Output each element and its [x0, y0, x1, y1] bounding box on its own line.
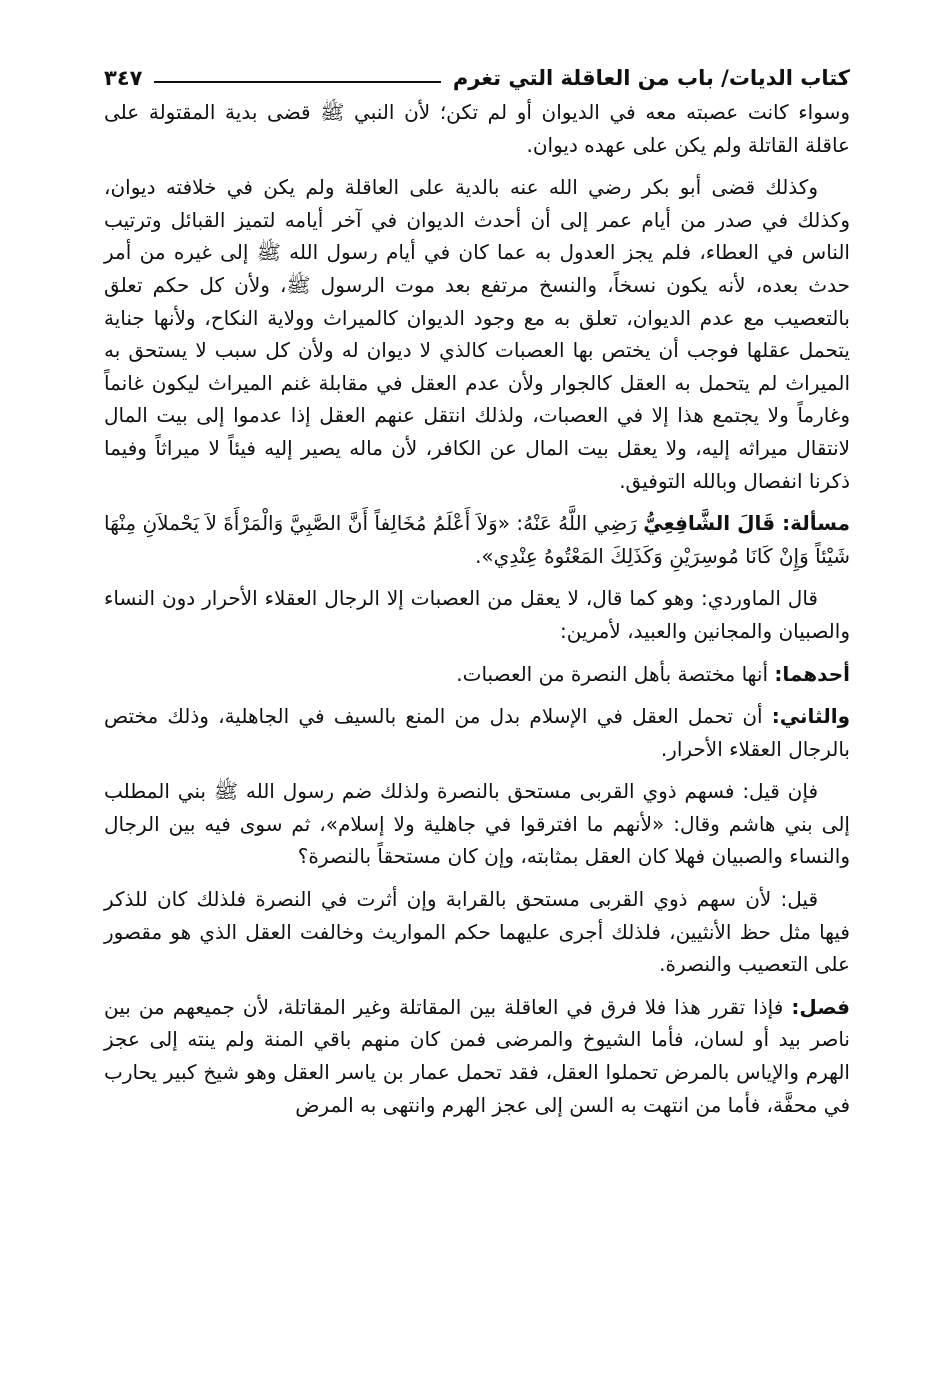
paragraph-text: قال الماوردي: وهو كما قال، لا يعقل من العصبات إلا الرجال العقلاء الأحرار دون النساء والصبيان والمجانين والعبيد، لأمرين: [104, 586, 850, 643]
paragraph-text: قيل: لأن سهم ذوي القربى مستحق بالقرابة وإن أثرت في النصرة فلذلك كان للذكر فيها مثل حظ الأنثيين، فلذلك أجرى عليهما حكم المواريث وخالفت العقل الذي هو مقصور على التعصيب والنصرة. [104, 887, 850, 977]
paragraph-lead: فصل: [791, 994, 850, 1019]
page-body [104, 96, 850, 1121]
paragraph [104, 171, 850, 497]
paragraph [104, 700, 850, 765]
paragraph-text: فإن قيل: فسهم ذوي القربى مستحق بالنصرة ولذلك ضم رسول الله ﷺ بني المطلب إلى بني هاشم وقال: «لأنهم ما افترقوا في جاهلية ولا إسلام»، ثم سوى فيه بين الرجال والنساء والصبيان فهلا كان العقل بمثابته، وإن كان مستحقاً بالنصرة؟ [104, 779, 850, 869]
paragraph-lead: مسألة: قَالَ الشَّافِعِيُّ [643, 511, 850, 536]
paragraph-text: أنها مختصة بأهل النصرة من العصبات. [456, 661, 769, 686]
chapter-title: كتاب الديات/ باب من العاقلة التي تغرم [452, 66, 850, 90]
quoted-text: رَضِي اللَّهُ عَنْهُ: «وَلاَ أَعْلَمُ مُخَالِفاً أَنَّ الصَّبِيَّ وَالْمَرْأَةَ لاَ يَحْملاَنِ مِنْهَا شَيْئاً وَإِنْ كَانَا مُوسِرَيْنِ وَكَذَلِكَ المَعْتُوهُ عِنْدِي». [104, 511, 850, 568]
paragraph [104, 582, 850, 647]
paragraph [104, 883, 850, 981]
paragraph-lead: أحدهما: [774, 661, 850, 686]
paragraph-text: أن تحمل العقل في الإسلام بدل من المنع بالسيف في الجاهلية، وذلك مختص بالرجال العقلاء الأحرار. [104, 704, 850, 761]
fasl-paragraph [104, 991, 850, 1121]
masala-paragraph [104, 507, 850, 572]
book-page [104, 62, 850, 1131]
paragraph-lead: والثاني: [771, 704, 850, 729]
paragraph [104, 775, 850, 873]
paragraph-text: وكذلك قضى أبو بكر رضي الله عنه بالدية على العاقلة ولم يكن في خلافته ديوان، وكذلك في صدر من أيام عمر إلى أن أحدث الديوان في آخر أيامه لتميز القبائل وترتيب الناس في العطاء، فلم يجز العدول به عما كان في أيام رسول الله ﷺ إلى غيره من أمر حدث بعده، لأنه يكون نسخاً، والنسخ مرتفع بعد موت الرسول ﷺ، ولأن كل حكم تعلق بالتعصيب مع عدم الديوان، تعلق به مع وجود الديوان كالميراث وولاية النكاح، ولأنها جناية يتحمل عقلها فوجب أن يختص بها العصبات كالذي لا ديوان له ولأن كل سبب لا يستحق به الميراث لم يتحمل به العقل كالجوار ولأن عدم العقل في مقابلة غنم الميراث ليكون غانماً وغارماً ولا يجتمع هذا إلا في العصبات، ولذلك انتقل عنهم العقل إذا عدموا إلى بيت المال لانتقال ميراثه إليه، ولا يعقل بيت المال عن الكافر، لأن ماله يصير إليه فيئاً لا ميراثاً وفيما ذكرنا انفصال وبالله التوفيق. [104, 175, 850, 493]
paragraph [104, 96, 850, 161]
paragraph-text: وسواء كانت عصبته معه في الديوان أو لم تكن؛ لأن النبي ﷺ قضى بدية المقتولة على عاقلة القاتلة ولم يكن على عهده ديوان. [104, 100, 850, 157]
paragraph [104, 658, 850, 691]
paragraph-text: فإذا تقرر هذا فلا فرق في العاقلة بين المقاتلة وغير المقاتلة، لأن جميعهم من بين ناصر بيد أو لسان، فأما الشيوخ والمرضى فمن كان منهم باقي المنة ولم ينته إلى عجز الهرم والإياس بالمرض تحملوا العقل، فقد تحمل عمار بن ياسر العقل وهو شيخ كبير يحارب في محفَّة، فأما من انتهت به السن إلى عجز الهرم وانتهى به المرض [104, 994, 850, 1117]
running-header [104, 62, 850, 94]
header-rule [154, 81, 440, 83]
page-number: ٣٤٧ [104, 66, 143, 90]
